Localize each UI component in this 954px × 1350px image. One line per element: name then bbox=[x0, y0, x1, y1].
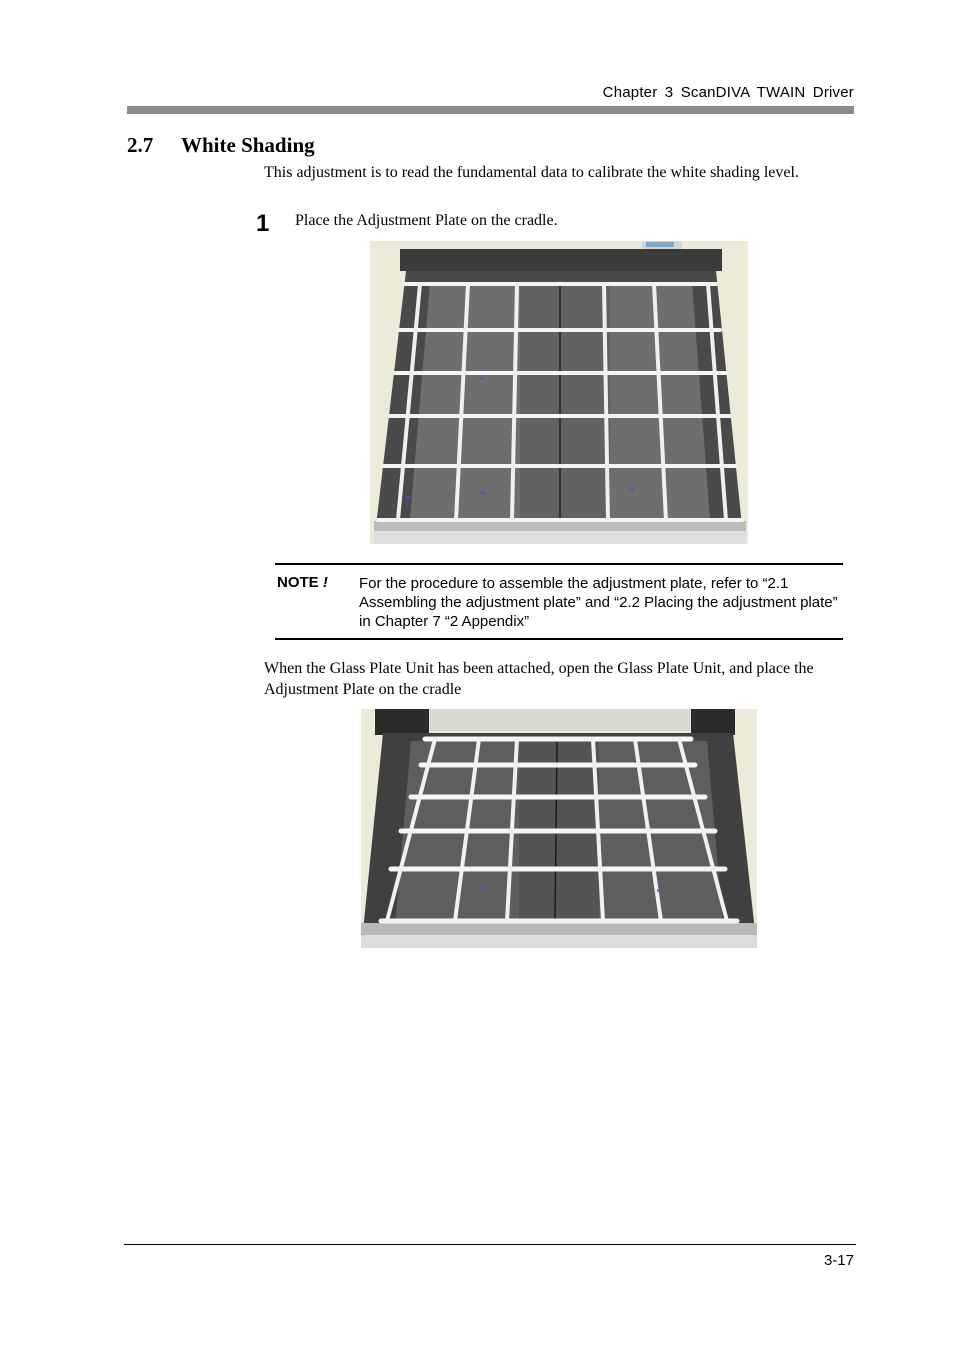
note-text: For the procedure to assemble the adjustment plate, refer to “2.1 Assembling the adjustment plate” and “2.2 Placing the adjustment plate” in Chapter 7 “2 Appendix” bbox=[359, 575, 838, 630]
header-rule bbox=[127, 106, 854, 114]
step-text: Place the Adjustment Plate on the cradle. bbox=[295, 212, 558, 229]
note-label-text: NOTE bbox=[277, 574, 319, 591]
step-number: 1 bbox=[256, 210, 270, 237]
running-header: Chapter 3 ScanDIVA TWAIN Driver bbox=[602, 84, 854, 101]
page-number: 3-17 bbox=[823, 1252, 854, 1269]
note-box bbox=[275, 563, 843, 640]
section-title: White Shading bbox=[181, 133, 315, 157]
glass-plate-photo bbox=[361, 709, 757, 948]
note-label bbox=[277, 574, 328, 591]
glass-plate-paragraph: When the Glass Plate Unit has been attached, open the Glass Plate Unit, and place the Adjustment Plate on the cradle bbox=[264, 660, 814, 698]
section-number: 2.7 bbox=[127, 133, 154, 157]
adjustment-plate-photo bbox=[370, 241, 748, 544]
intro-paragraph: This adjustment is to read the fundamental data to calibrate the white shading level. bbox=[264, 164, 799, 181]
note-mark: ! bbox=[322, 574, 328, 591]
footer-rule bbox=[124, 1244, 856, 1245]
